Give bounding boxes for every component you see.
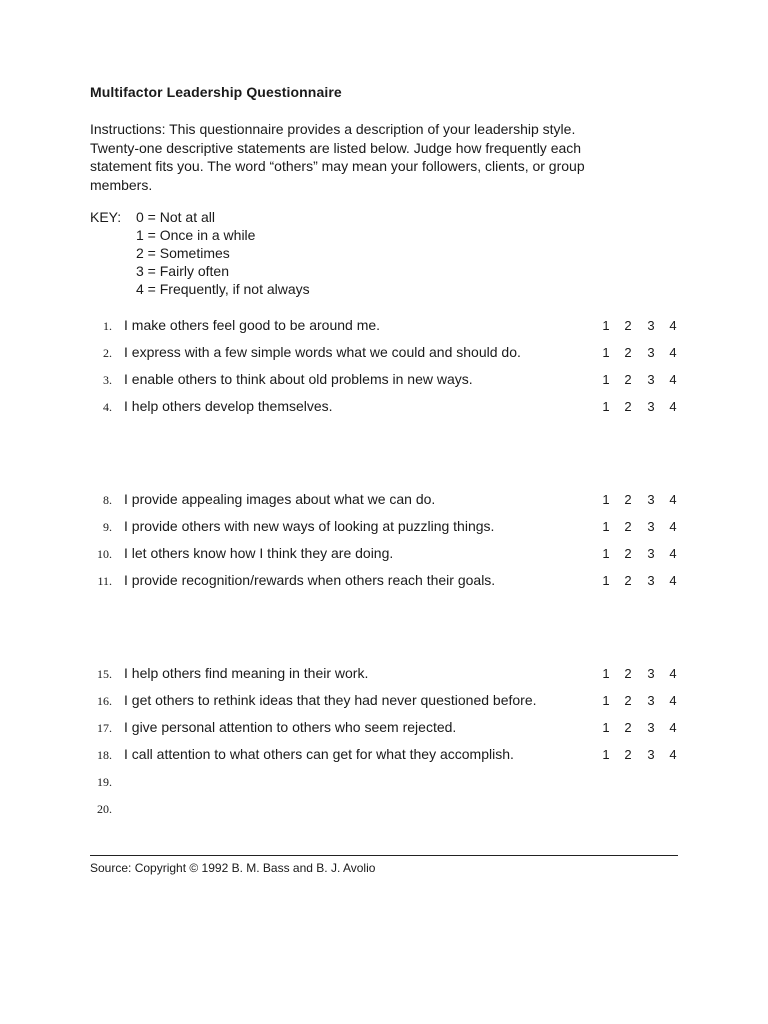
key-list [136, 208, 310, 298]
scale-option-3[interactable]: 3 [647, 519, 655, 534]
question-number: 8. [103, 493, 112, 507]
scale-option-4[interactable]: 4 [669, 747, 677, 762]
instructions [90, 120, 650, 194]
key-item: 0 = Not at all [136, 209, 215, 225]
scale-option-4[interactable]: 4 [669, 693, 677, 708]
scale-option-2[interactable]: 2 [624, 492, 632, 507]
scale-option-1[interactable]: 1 [602, 747, 610, 762]
scale-option-2[interactable]: 2 [624, 747, 632, 762]
page-title: Multifactor Leadership Questionnaire [90, 84, 342, 100]
scale-option-3[interactable]: 3 [647, 573, 655, 588]
question-text: I provide others with new ways of looking at puzzling things. [124, 518, 495, 534]
scale-option-4[interactable]: 4 [669, 345, 677, 360]
scale-option-1[interactable]: 1 [602, 666, 610, 681]
scale-option-4[interactable]: 4 [669, 318, 677, 333]
scale-option-3[interactable]: 3 [647, 666, 655, 681]
scale-option-3[interactable]: 3 [647, 345, 655, 360]
question-number: 2. [103, 346, 112, 360]
scale-option-3[interactable]: 3 [647, 720, 655, 735]
question-text: I get others to rethink ideas that they had never questioned before. [124, 692, 537, 708]
scale-option-2[interactable]: 2 [624, 372, 632, 387]
question-number: 1. [103, 319, 112, 333]
question-row [0, 665, 768, 685]
question-row [0, 371, 768, 391]
scale-option-1[interactable]: 1 [602, 573, 610, 588]
question-row [0, 398, 768, 418]
question-row [0, 746, 768, 766]
scale-option-3[interactable]: 3 [647, 747, 655, 762]
question-text: I give personal attention to others who seem rejected. [124, 719, 457, 735]
question-row [0, 317, 768, 337]
question-number: 15. [97, 667, 112, 681]
question-row [0, 518, 768, 538]
question-number: 9. [103, 520, 112, 534]
scale-option-3[interactable]: 3 [647, 492, 655, 507]
scale-option-1[interactable]: 1 [602, 519, 610, 534]
question-row [0, 773, 768, 793]
scale-option-4[interactable]: 4 [669, 720, 677, 735]
scale-option-2[interactable]: 2 [624, 546, 632, 561]
question-row [0, 572, 768, 592]
question-text: I help others find meaning in their work. [124, 665, 369, 681]
scale-option-1[interactable]: 1 [602, 345, 610, 360]
question-number: 18. [97, 748, 112, 762]
scale-option-3[interactable]: 3 [647, 546, 655, 561]
source-citation: Source: Copyright © 1992 B. M. Bass and B. J. Avolio [90, 861, 376, 875]
scale-option-2[interactable]: 2 [624, 345, 632, 360]
question-text: I provide recognition/rewards when others reach their goals. [124, 572, 496, 588]
question-text: I enable others to think about old problems in new ways. [124, 371, 473, 387]
scale-option-1[interactable]: 1 [602, 372, 610, 387]
question-text: I make others feel good to be around me. [124, 317, 381, 333]
scale-option-4[interactable]: 4 [669, 573, 677, 588]
scale-option-4[interactable]: 4 [669, 519, 677, 534]
scale-option-1[interactable]: 1 [602, 720, 610, 735]
scale-option-2[interactable]: 2 [624, 519, 632, 534]
key-item: 4 = Frequently, if not always [136, 281, 310, 297]
scale-option-1[interactable]: 1 [602, 546, 610, 561]
question-number: 11. [97, 574, 112, 588]
key-label: KEY: [90, 209, 122, 225]
scale-option-3[interactable]: 3 [647, 372, 655, 387]
scale-option-1[interactable]: 1 [602, 492, 610, 507]
question-row [0, 800, 768, 820]
scale-option-4[interactable]: 4 [669, 546, 677, 561]
scale-option-2[interactable]: 2 [624, 693, 632, 708]
key-item: 2 = Sometimes [136, 245, 230, 261]
question-number: 17. [97, 721, 112, 735]
question-row [0, 692, 768, 712]
instructions-line: statement fits you. The word “others” may mean your followers, clients, or group [90, 158, 585, 174]
question-number: 10. [97, 547, 112, 561]
scale-option-3[interactable]: 3 [647, 318, 655, 333]
question-text: I express with a few simple words what we could and should do. [124, 344, 521, 360]
question-row [0, 344, 768, 364]
key-item: 1 = Once in a while [136, 227, 256, 243]
scale-option-2[interactable]: 2 [624, 666, 632, 681]
question-number: 20. [97, 802, 112, 816]
question-row [0, 491, 768, 511]
scale-option-2[interactable]: 2 [624, 573, 632, 588]
key-item: 3 = Fairly often [136, 263, 229, 279]
question-text: I call attention to what others can get for what they accomplish. [124, 746, 514, 762]
scale-option-1[interactable]: 1 [602, 693, 610, 708]
question-number: 16. [97, 694, 112, 708]
scale-option-2[interactable]: 2 [624, 399, 632, 414]
question-text: I provide appealing images about what we can do. [124, 491, 436, 507]
instructions-line: Instructions: This questionnaire provides a description of your leadership style. [90, 121, 576, 137]
scale-option-4[interactable]: 4 [669, 372, 677, 387]
question-text: I let others know how I think they are doing. [124, 545, 394, 561]
question-number: 3. [103, 373, 112, 387]
instructions-line: members. [90, 176, 153, 193]
scale-option-3[interactable]: 3 [647, 693, 655, 708]
scale-option-1[interactable]: 1 [602, 318, 610, 333]
question-text: I help others develop themselves. [124, 398, 333, 414]
scale-option-4[interactable]: 4 [669, 492, 677, 507]
scale-option-3[interactable]: 3 [647, 399, 655, 414]
question-row [0, 545, 768, 565]
question-number: 4. [103, 400, 112, 414]
question-number: 19. [97, 775, 112, 789]
question-row [0, 719, 768, 739]
scale-option-2[interactable]: 2 [624, 720, 632, 735]
scale-option-1[interactable]: 1 [602, 399, 610, 414]
scale-option-4[interactable]: 4 [669, 666, 677, 681]
footer-divider [90, 855, 678, 856]
instructions-line: Twenty-one descriptive statements are listed below. Judge how frequently each [90, 139, 582, 156]
scale-option-2[interactable]: 2 [624, 318, 632, 333]
scale-option-4[interactable]: 4 [669, 399, 677, 414]
